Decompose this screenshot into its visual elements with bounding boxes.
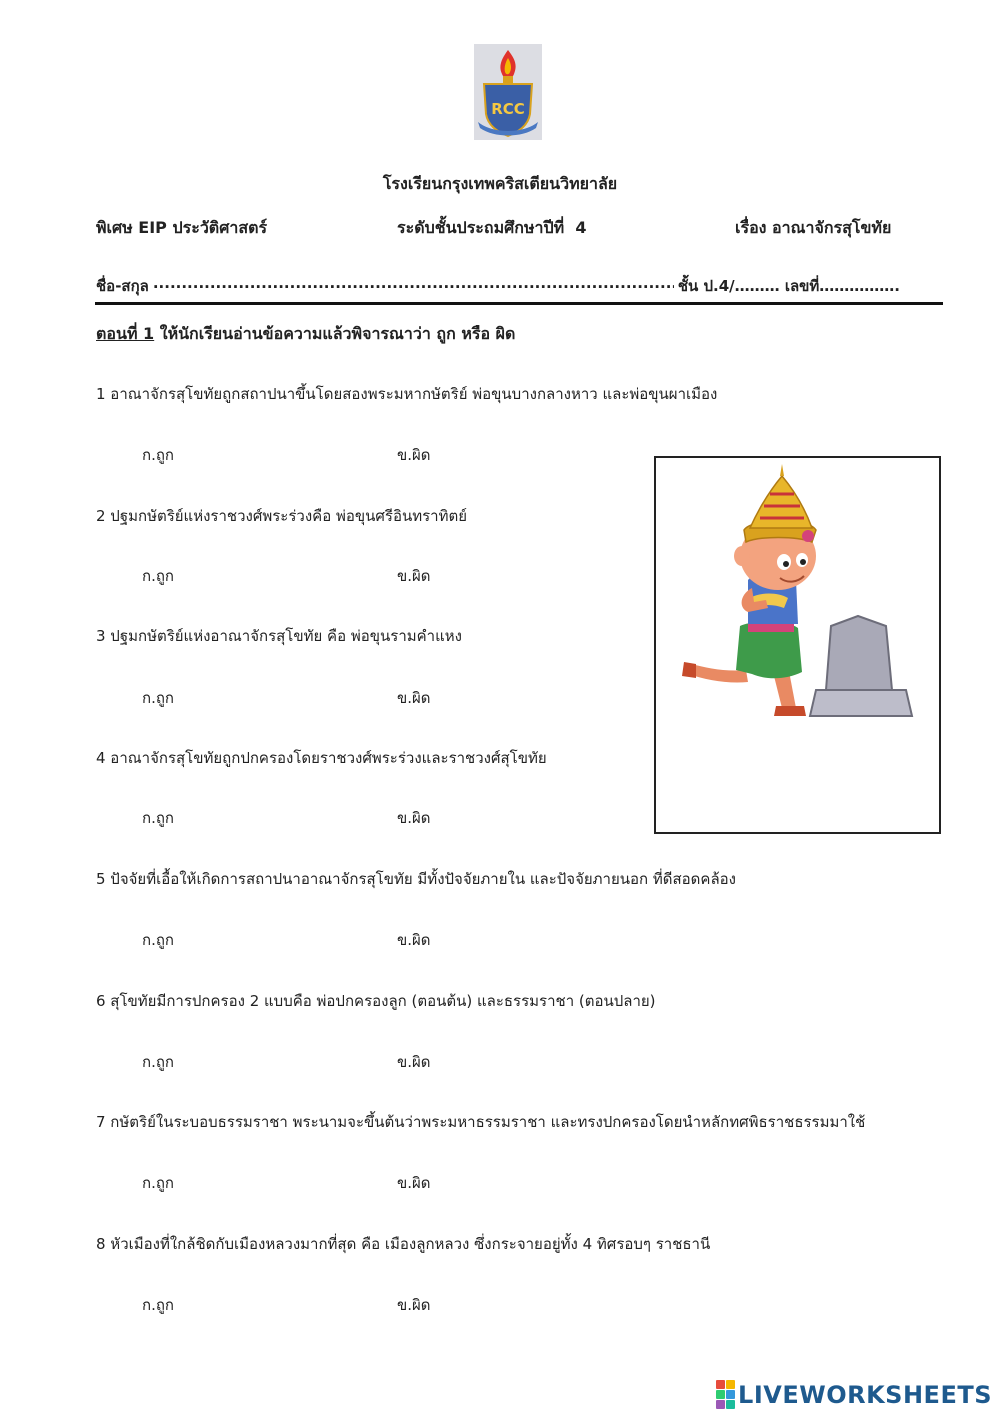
brand-block <box>726 1380 735 1389</box>
brand-block <box>726 1390 735 1399</box>
option-true[interactable]: ก.ถูก <box>142 689 175 707</box>
question-text: 3 ปฐมกษัตริย์แห่งอาณาจักรสุโขทัย คือ พ่อขุนรามคำแหง <box>96 627 462 645</box>
name-label: ชื่อ-สกุล <box>96 277 149 295</box>
brand-block <box>716 1380 725 1389</box>
thai-boy-stone-inscription-icon <box>656 458 939 832</box>
option-false[interactable]: ข.ผิด <box>397 689 431 707</box>
option-false[interactable]: ข.ผิด <box>397 446 431 464</box>
school-logo <box>474 44 542 140</box>
topic-title: เรื่อง อาณาจักรสุโขทัย <box>735 218 892 237</box>
option-true[interactable]: ก.ถูก <box>142 446 175 464</box>
question-text: 1 อาณาจักรสุโขทัยถูกสถาปนาขึ้นโดยสองพระมหากษัตริย์ พ่อขุนบางกลางหาว และพ่อขุนผาเมือง <box>96 385 718 403</box>
question-text: 8 หัวเมืองที่ใกล้ชิดกับเมืองหลวงมากที่สุด คือ เมืองลูกหลวง ซึ่งกระจายอยู่ทั้ง 4 ทิศรอบๆ ราชธานี <box>96 1235 711 1253</box>
school-name: โรงเรียนกรุงเทพคริสเตียนวิทยาลัย <box>382 174 618 193</box>
brand-block <box>716 1400 725 1409</box>
header-divider <box>95 302 943 305</box>
liveworksheets-brand <box>716 1380 992 1409</box>
option-false[interactable]: ข.ผิด <box>397 1174 431 1192</box>
section-text: ให้นักเรียนอ่านข้อความแล้วพิจารณาว่า ถูก หรือ ผิด <box>154 324 516 343</box>
option-true[interactable]: ก.ถูก <box>142 809 175 827</box>
question-text: 4 อาณาจักรสุโขทัยถูกปกครองโดยราชวงศ์พระร่วงและราชวงศ์สุโขทัย <box>96 749 547 767</box>
section-instruction <box>96 322 515 347</box>
option-false[interactable]: ข.ผิด <box>397 1053 431 1071</box>
program-label: พิเศษ EIP ประวัติศาสตร์ <box>96 218 268 237</box>
section-label: ตอนที่ 1 <box>96 324 155 343</box>
grade-level: ระดับชั้นประถมศึกษาปีที่ 4 <box>397 218 587 237</box>
school-crest-icon <box>474 44 542 140</box>
option-false[interactable]: ข.ผิด <box>397 1296 431 1314</box>
option-false[interactable]: ข.ผิด <box>397 809 431 827</box>
option-true[interactable]: ก.ถูก <box>142 1053 175 1071</box>
name-row <box>96 274 900 298</box>
question-text: 6 สุโขทัยมีการปกครอง 2 แบบคือ พ่อปกครองลูก (ตอนต้น) และธรรมราชา (ตอนปลาย) <box>96 992 656 1010</box>
option-true[interactable]: ก.ถูก <box>142 1296 175 1314</box>
question-text: 5 ปัจจัยที่เอื้อให้เกิดการสถาปนาอาณาจักรสุโขทัย มีทั้งปัจจัยภายใน และปัจจัยภายนอก ที่ดีสอดคล้อง <box>96 870 736 888</box>
brand-block <box>716 1390 725 1399</box>
option-false[interactable]: ข.ผิด <box>397 567 431 585</box>
brand-name: LIVEWORKSHEETS <box>738 1380 992 1409</box>
option-true[interactable]: ก.ถูก <box>142 931 175 949</box>
name-fill-line <box>153 274 674 298</box>
option-false[interactable]: ข.ผิด <box>397 931 431 949</box>
brand-logo-icon <box>716 1380 735 1409</box>
option-true[interactable]: ก.ถูก <box>142 567 175 585</box>
option-true[interactable]: ก.ถูก <box>142 1174 175 1192</box>
question-text: 7 กษัตริย์ในระบอบธรรมราชา พระนามจะขึ้นต้นว่าพระมหาธรรมราชา และทรงปกครองโดยนำหลักทศพิธราชธรรมมาใช้ <box>96 1113 866 1131</box>
crest-letters: RCC <box>491 100 525 118</box>
illustration-frame <box>654 456 941 834</box>
class-info: ชั้น ป.4/……… เลขที่……………. <box>677 277 900 295</box>
question-text: 2 ปฐมกษัตริย์แห่งราชวงศ์พระร่วงคือ พ่อขุนศรีอินทราทิตย์ <box>96 507 468 525</box>
brand-block <box>726 1400 735 1409</box>
